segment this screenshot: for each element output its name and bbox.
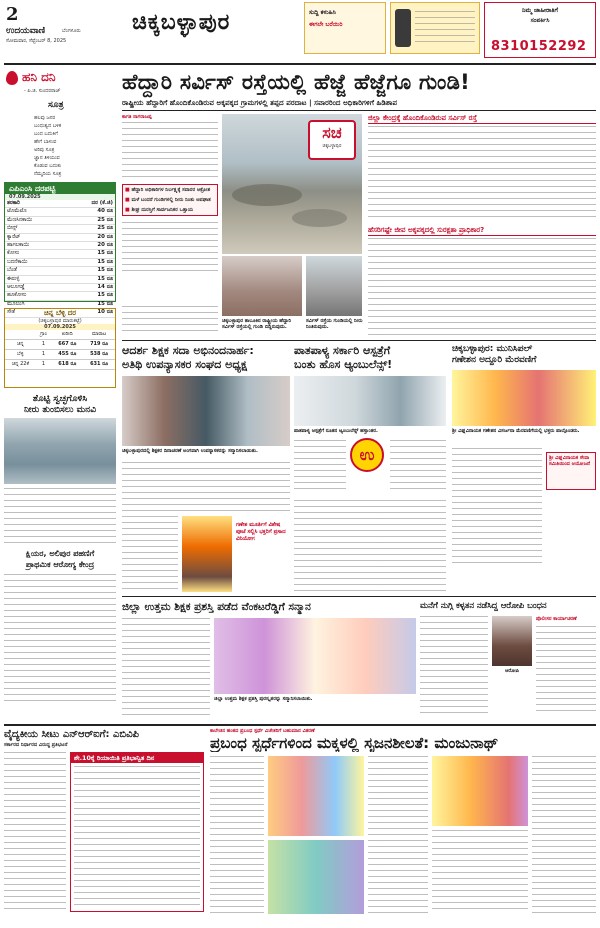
table-row: ಗ್ರಾಂ ಖರೀದಿ ಮಾರಾಟ <box>5 330 115 340</box>
table-row: ಹಾಗಲಕಾಯಿ 20 ರೂ <box>7 242 113 249</box>
award-story <box>122 600 416 720</box>
essay-headline: ಪ್ರಬಂಧ ಸ್ಪರ್ಧೆಗಳಿಂದ ಮಕ್ಕಳಲ್ಲಿ ಸೃಜನಶೀಲತೆ: ಮಂಜುನಾಥ್ <box>210 734 499 752</box>
bottom-rule <box>4 724 596 726</box>
essay-photo-3 <box>432 756 528 826</box>
table-row: ಬದನೆಕಾಯಿ 15 ರೂ <box>7 258 113 265</box>
main-photo-3 <box>306 256 362 316</box>
main-story-col1 <box>122 114 218 304</box>
ad-phone-graphic <box>395 9 411 47</box>
accused-photo-label: ಆರೋಪಿ <box>505 668 519 674</box>
city-title: ಚಿಕ್ಕಬಳ್ಳಾಪುರ <box>132 10 231 35</box>
gold-table <box>5 330 115 370</box>
poem-line: ಕೊಡುವ ಬದುಕು <box>34 163 62 169</box>
badge-label: ಸಚ <box>322 123 342 142</box>
table-row: ಬೀನ್ಸ್ 25 ರೂ <box>7 225 113 232</box>
main-headline: ಹೆದ್ದಾರಿ ಸರ್ವಿಸ್ ರಸ್ತೆಯಲ್ಲಿ ಹೆಜ್ಜೆ ಹೆಜ್ಜೆಗೂ ಗುಂಡಿ! <box>122 70 471 94</box>
essay-kicker: ಕಾಲೇಜಿನ ಹಂತದ ಪ್ರಬಂಧ ಸ್ಪರ್ಧೆ ವಿಜೇತರಿಗೆ ಬಹುಮಾನ ವಿತರಣೆ <box>210 728 315 734</box>
sacha-badge <box>308 120 356 160</box>
theft-story <box>420 600 596 720</box>
header-ad-2 <box>390 2 480 54</box>
water-photo <box>4 418 116 484</box>
main-bullets <box>122 184 218 216</box>
main-photo-caption-2: ಸರ್ವಿಸ್ ರಸ್ತೆಯ ಗುಂಡಿಯಲ್ಲಿ ನೀರು ನಿಂತಿರುವುದು. <box>306 318 363 330</box>
bullet-item: ■ ಮಳೆ ಬಂದರೆ ಗುಂಡಿಗಳಲ್ಲಿ ನೀರು ನಿಂತು ಅಪಘಾತ <box>125 197 211 203</box>
brand-author: - ಪಿ.ಜಿ. ಸುಂದರರಾಜ್ <box>24 88 61 94</box>
poem-body <box>34 114 114 178</box>
teachers-headline-2: ಅತಿಥಿ ಉಪನ್ಯಾಸಕರ ಸಂಘದ ಅಧ್ಯಕ್ಷ <box>122 358 247 371</box>
scholarship-box <box>70 752 204 912</box>
main-right-head: ಜಿಲ್ಲಾ ಕೇಂದ್ರಕ್ಕೆ ಹೊಂದಿಕೊಂಡಿರುವ ಸರ್ವಿಸ್ ರಸ್ತೆ <box>368 114 596 124</box>
theft-headline: ಮನೆಗೆ ನುಗ್ಗಿ ಕಳ್ಳತನ ನಡೆಸಿದ್ದ ಆರೋಪಿ ಬಂಧನ <box>420 600 547 610</box>
poem-line: ಜ್ಞಾನ ತಿಳಿಯುವ <box>34 155 60 161</box>
drop-icon <box>6 71 18 85</box>
table-row: ಮೆಣಸಿನಕಾಯಿ 25 ರೂ <box>7 216 113 223</box>
header-ad-3 <box>484 2 596 58</box>
ambulance-headline-2: ಬಂತು ಹೊಸ ಆ್ಯಂಬುಲೆನ್ಸ್! <box>294 358 393 371</box>
apmc-title: ಎಪಿಎಂಸಿ ದರಪಟ್ಟಿ <box>5 183 115 194</box>
page-number: 2 <box>6 4 19 25</box>
table-row: ತರಕಾರಿ ದರ (ಕೆ.ಜಿ) <box>7 200 113 206</box>
table-row: ಆಲೂಗಡ್ಡೆ 14 ರೂ <box>7 284 113 291</box>
main-photo-1 <box>222 114 362 254</box>
scholarship-headline: ಶೇ.10ಕ್ಕೆ ರಿಯಾಯಿತಿ ಪ್ರತಿಭಾನ್ವಿತ ದಿನ <box>71 753 203 763</box>
table-row: ಟೊಮೆಟೊ 40 ರೂ <box>7 208 113 215</box>
theft-side-head: ಪೊಲೀಸರ ಕಾರ್ಯಾಚರಣೆ <box>536 616 577 622</box>
table-row: ಚಿನ್ನ 22ಕೆ 1 618 ರೂ 631 ರೂ <box>5 360 115 370</box>
medical-headline-1: ವೈದ್ಯಕೀಯ ಸೀಟು ಎನ್‌ಆರ್‌ಐಗೆ: ಎಬಿವಿಪಿ <box>4 729 139 740</box>
medical-story <box>4 728 204 918</box>
water-headline-2: ನೀರು ತುಂಬಿಸಲು ಮನವಿ <box>24 405 96 415</box>
ad2-line1: ನಿಮ್ಮ ಜಾಹೀರಾತಿಗೆ <box>522 7 558 14</box>
table-row: ಬೆಂಡೆ 15 ರೂ <box>7 267 113 274</box>
headline-rule <box>122 110 596 111</box>
apmc-date: 07.09.2025 <box>5 194 115 200</box>
ganesha-caption: ಶ್ರೀ ವಿಘ್ನವಿನಾಯಕ ಗಣೇಶನ ವಿಸರ್ಜನಾ ಮೆರವಣಿಗೆಯಲ್ಲಿ ಭಕ್ತರು ಪಾಲ್ಗೊಂಡರು. <box>452 428 580 434</box>
poem-title: ಸೂತ್ರ <box>48 100 64 110</box>
table-row: ಈರುಳ್ಳಿ 15 ರೂ <box>7 275 113 282</box>
paper-name: ಉದಯವಾಣಿ <box>6 26 46 36</box>
date-line: ಸೋಮವಾರ, ಸೆಪ್ಟೆಂಬರ್ 8, 2025 <box>6 38 67 44</box>
teachers-photo <box>122 376 290 446</box>
gold-box <box>4 308 116 388</box>
award-headline: ಜಿಲ್ಲಾ ಉತ್ತಮ ಶಿಕ್ಷಕ ಪ್ರಶಸ್ತಿ ಪಡೆದ ವೆಂಕಟರೆಡ್ಡಿಗೆ ಸನ್ಮಾನ <box>122 601 311 613</box>
ganesha-side-note: ಶ್ರೀ ವಿಘ್ನವಿನಾಯಕ ಸೇವಾ ಸಮಿತಿಯಿಂದ ಆಯೋಜನೆ <box>546 452 596 490</box>
teachers-headline-1: ಆದರ್ಶ ಶಿಕ್ಷಕ ಸದಾ ಅಭಿನಂದನಾರ್ಹ: <box>122 344 254 357</box>
ad-phone-number: 8310152292 <box>491 39 587 54</box>
gold-subtitle: (ಚಿಕ್ಕಬಳ್ಳಾಪುರ ಮಾರುಕಟ್ಟೆ) <box>38 318 82 324</box>
table-row: ಕ್ಯಾರೆಟ್ 20 ರೂ <box>7 233 113 240</box>
award-photo <box>214 618 416 694</box>
award-caption: ಜಿಲ್ಲಾ ಉತ್ತಮ ಶಿಕ್ಷಕ ಪ್ರಶಸ್ತಿ ಪುರಸ್ಕೃತರನ್ನು ಸನ್ಮಾನಿಸಲಾಯಿತು. <box>214 696 313 702</box>
ad1-line2: ಈಗಲೇ ಬರೆಯಿರಿ <box>309 21 343 28</box>
gold-title: ಚಿನ್ನ ಬೆಳ್ಳಿ ದರ <box>44 309 76 317</box>
water-headline-1: ತೊಟ್ಟಿ ಸ್ವಚ್ಛಗೊಳಿಸಿ <box>32 394 88 404</box>
ganesha-photo <box>452 370 596 426</box>
ganesha-headline-1: ಚಿಕ್ಕಬಳ್ಳಾಪುರ: ಮುನಿಸಿಪಲ್ <box>452 344 533 354</box>
brand-label: ಹನಿ ದನಿ <box>22 70 56 84</box>
health-headline-2: ಪ್ರಾಥಮಿಕ ಆರೋಗ್ಯ ಕೇಂದ್ರ <box>25 560 95 569</box>
table-row: ಸೌತೆ 10 ರೂ <box>7 309 113 316</box>
paper-edition: ಬೆಂಗಳೂರು <box>62 28 81 34</box>
masthead <box>4 2 596 62</box>
temple-story <box>122 516 290 592</box>
essay-photo-2 <box>268 840 364 914</box>
teachers-caption: ಚಿಕ್ಕಬಳ್ಳಾಪುರದಲ್ಲಿ ಶಿಕ್ಷಕರ ದಿನಾಚರಣೆ ಅಂಗವಾಗಿ ಉಪನ್ಯಾಸಕರನ್ನು ಸನ್ಮಾನಿಸಲಾಯಿತು. <box>122 448 258 454</box>
poem-line: ನೆಮ್ಮದಿಯ ಸೂತ್ರ <box>34 171 62 177</box>
brand-box <box>4 68 116 88</box>
ad1-line1: ಸುದ್ದಿ ಕಳುಹಿಸಿ <box>309 9 336 16</box>
table-row: ಕೋಸು 15 ರೂ <box>7 250 113 257</box>
main-photo-caption-1: ಚಿಕ್ಕಬಳ್ಳಾಪುರ ತಾಲೂಕಿನ ರಾಷ್ಟ್ರೀಯ ಹೆದ್ದಾರಿ ಸರ್ವಿಸ್ ರಸ್ತೆಯಲ್ಲಿ ಗುಂಡಿ ಬಿದ್ದಿರುವುದು. <box>222 318 292 330</box>
main-photo-2 <box>222 256 302 316</box>
ambulance-caption: ಪಾತಪಾಳ್ಯ ಆಸ್ಪತ್ರೆಗೆ ನೂತನ ಆ್ಯಂಬುಲೆನ್ಸ್ ಹಸ್ತಾಂತರ. <box>294 428 378 434</box>
essay-photo-1 <box>268 756 364 836</box>
table-row: ಮೂಲಂಗಿ 15 ರೂ <box>7 300 113 307</box>
medical-headline-2: ಸರ್ಕಾರದ ನಿರ್ಧಾರದ ವಿರುದ್ಧ ಪ್ರತಿಭಟನೆ <box>4 742 68 748</box>
bullet-icon: ■ <box>125 207 132 213</box>
ganesha-story <box>452 344 596 564</box>
table-row: ಹೂಕೋಸು 15 ರೂ <box>7 292 113 299</box>
bullet-item: ■ ಹೆದ್ದಾರಿ ಅಧಿಕಾರಿಗಳ ನಿರ್ಲಕ್ಷ್ಯಕ್ಕೆ ಸವಾರರ ಆಕ್ರೋಶ <box>125 187 211 193</box>
main-byline: ಕಾಗತಿ ನಾಗರಾಜಪ್ಪ <box>122 114 152 120</box>
poem-line: ಹಲವು ಜನರ <box>34 115 56 121</box>
poem-line: ಅರಿವು ಸೂತ್ರ <box>34 147 55 153</box>
badge-sub: ಚಿಕ್ಕಬಳ್ಳಾಪುರ <box>322 144 342 149</box>
bullet-icon: ■ <box>125 187 132 193</box>
bullet-icon: ■ <box>125 197 132 203</box>
main-subheadline: ರಾಷ್ಟ್ರೀಯ ಹೆದ್ದಾರಿಗೆ ಹೊಂದಿಕೊಂಡಿರುವ ಅಕ್ಕಪಕ್ಕದ ಗ್ರಾಮಗಳಲ್ಲಿ ತಪ್ಪದ ಪರದಾಟ | ಸವಾರರಿಂದ ಅಧಿಕಾರಿಗಳಿಗೆ ಹಿಡಿಶಾಪ <box>122 98 398 107</box>
header-rule <box>4 63 596 65</box>
water-story <box>4 394 116 544</box>
poem-line: ಬಂಧುತ್ವದ ಬಳಿಕ <box>34 123 62 129</box>
essay-story <box>210 728 596 918</box>
teachers-story <box>122 344 290 514</box>
gold-date: 07.09.2025 <box>5 324 115 330</box>
temple-pull-quote: ಗಣೇಶ ಮೂರ್ತಿಗೆ ವಿಶೇಷ ಪೂಜೆ ಸಲ್ಲಿಸಿ ಭಕ್ತರಿಗೆ ಪ್ರಸಾದ ವಿನಿಯೋಗ <box>236 522 286 542</box>
poem-line: ಬಂದ ಬದುಕಿಗೆ <box>34 131 58 137</box>
main-right-head-2: ಹೆಸರಿಗಷ್ಟೇ ಜೀವ ಅಕ್ಕಪಕ್ಕದಲ್ಲಿ ಸುರಕ್ಷತಾ ಪ್ರಾಧಿಕಾರ? <box>368 226 596 236</box>
table-row: ಬೆಳ್ಳಿ 1 455 ರೂ 538 ರೂ <box>5 350 115 360</box>
health-headline-1: ಕ್ಷಿಯರ, ಅಲಿಪುರ ಪಹಣಿಗೆ <box>25 549 95 558</box>
header-ad-1 <box>304 2 386 54</box>
health-story <box>4 548 116 708</box>
ambulance-story <box>294 344 446 494</box>
main-story-right <box>368 114 596 334</box>
poem-line: ಹೇಗೆ ಬಾಳುವ <box>34 139 57 145</box>
newspaper-logo-icon: ಉ <box>350 438 384 472</box>
apmc-table <box>5 200 115 318</box>
ambulance-headline-1: ಪಾತಪಾಳ್ಯ ಸರ್ಕಾರಿ ಆಸ್ಪತ್ರೆಗೆ <box>294 344 391 357</box>
accused-photo <box>492 616 532 666</box>
table-row: ಚಿನ್ನ 1 667 ರೂ 719 ರೂ <box>5 340 115 350</box>
bullet-item: ■ ಶೀಘ್ರ ದುರಸ್ತಿಗೆ ಸಾರ್ವಜನಿಕರ ಒತ್ತಾಯ <box>125 207 194 213</box>
ad2-line2: ಸಂಪರ್ಕಿಸಿ <box>530 17 550 24</box>
temple-photo <box>182 516 232 592</box>
ganesha-headline-2: ಗಣೇಶನ ಅದ್ದೂರಿ ಮೆರವಣಿಗೆ <box>452 355 537 365</box>
ambulance-photo <box>294 376 446 426</box>
